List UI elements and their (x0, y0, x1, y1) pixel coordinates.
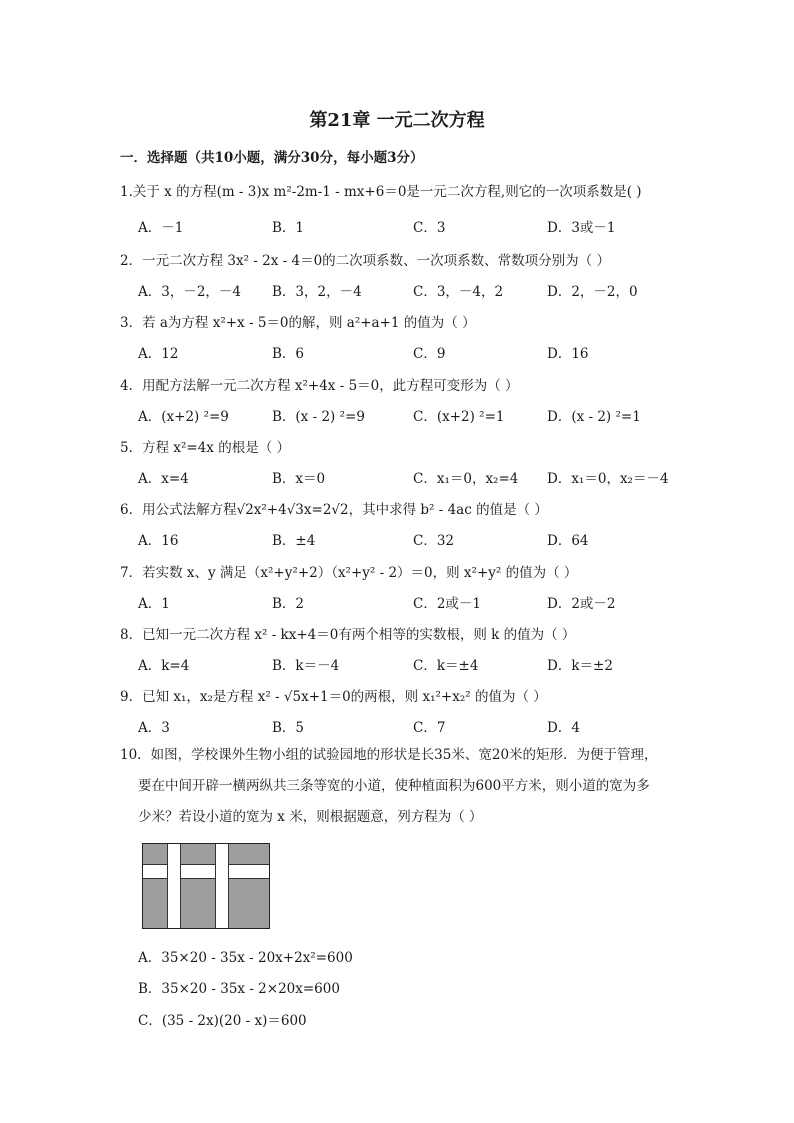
option-a[interactable]: A．－1 (138, 220, 184, 236)
question-4: 4．用配方法解一元二次方程 x²+4x - 5＝0，此方程可变形为（ ） (120, 378, 519, 394)
question-10-option-b[interactable]: B．35×20 - 35x - 2×20x=600 (138, 981, 340, 997)
option-c[interactable]: C．(x+2) ²=1 (413, 409, 505, 425)
question-9: 9．已知 x₁，x₂是方程 x² - √5x+1＝0的两根，则 x₁²+x₂² 的值为（ ） (120, 689, 547, 705)
question-2: 2．一元二次方程 3x² - 2x - 4＝0的二次项系数、一次项系数、常数项分别为（ ） (120, 253, 610, 269)
option-c[interactable]: C．x₁＝0，x₂=4 (413, 471, 519, 487)
vertical-path-left (167, 844, 181, 928)
question-1: 1.关于 x 的方程(m - 3)x m²-2m-1 - mx+6＝0是一元二次方程,则它的一次项系数是( ) (120, 184, 642, 200)
question-4-options (138, 405, 698, 425)
question-2-options (138, 280, 698, 300)
option-b[interactable]: B．1 (272, 220, 305, 236)
question-8: 8．已知一元二次方程 x² - kx+4＝0有两个相等的实数根，则 k 的值为（ ） (120, 627, 576, 643)
section-heading: 一．选择题（共10小题，满分30分，每小题3分） (120, 150, 424, 166)
option-d[interactable]: D．2或－2 (547, 596, 616, 612)
option-b[interactable]: B．6 (272, 346, 305, 362)
question-10 (120, 740, 690, 833)
question-9-options (138, 716, 698, 736)
option-c[interactable]: C．k＝±4 (413, 658, 479, 674)
question-3-options (138, 342, 698, 362)
option-d[interactable]: D．k＝±2 (547, 658, 613, 674)
question-6: 6．用公式法解方程√2x²+4√3x=2√2，其中求得 b² - 4ac 的值是（ ） (120, 502, 548, 518)
option-b[interactable]: B．2 (272, 596, 305, 612)
option-d[interactable]: D．(x - 2) ²=1 (547, 409, 641, 425)
question-8-options (138, 654, 698, 674)
option-b[interactable]: B．x＝0 (272, 471, 326, 487)
option-d[interactable]: D．64 (547, 533, 589, 549)
question-10-line-3: 少米？若设小道的宽为 x 米，则根据题意，列方程为（ ） (138, 809, 483, 825)
option-d[interactable]: D．x₁＝0，x₂＝－4 (547, 471, 669, 487)
question-10-line-1: 10．如图，学校课外生物小组的试验园地的形状是长35米、宽20米的矩形．为便于管理， (120, 747, 658, 763)
question-6-options (138, 529, 698, 549)
option-b[interactable]: B．(x - 2) ²=9 (272, 409, 365, 425)
option-b[interactable]: B．k＝－4 (272, 658, 340, 674)
option-d[interactable]: D．2，－2，0 (547, 284, 638, 300)
option-a[interactable]: A．k=4 (138, 658, 190, 674)
option-b[interactable]: B．3，2，－4 (272, 284, 362, 300)
question-3: 3．若 a为方程 x²+x - 5＝0的解，则 a²+a+1 的值为（ ） (120, 315, 476, 331)
option-d[interactable]: D．3或－1 (547, 220, 616, 236)
option-c[interactable]: C．2或－1 (413, 596, 482, 612)
horizontal-path (143, 864, 269, 879)
page-title: 第21章 一元二次方程 (309, 110, 485, 131)
option-a[interactable]: A．3，－2，－4 (138, 284, 242, 300)
option-a[interactable]: A．(x+2) ²=9 (138, 409, 229, 425)
option-d[interactable]: D．4 (547, 720, 580, 736)
question-10-line-2: 要在中间开辟一横两纵共三条等宽的小道，使种植面积为600平方米，则小道的宽为多 (138, 778, 650, 794)
question-5: 5．方程 x²=4x 的根是（ ） (120, 440, 291, 456)
option-a[interactable]: A．x=4 (138, 471, 189, 487)
question-10-option-c[interactable]: C．(35 - 2x)(20 - x)＝600 (138, 1013, 307, 1029)
option-a[interactable]: A．16 (138, 533, 179, 549)
vertical-path-right (215, 844, 229, 928)
option-d[interactable]: D．16 (547, 346, 589, 362)
option-c[interactable]: C．9 (413, 346, 446, 362)
option-b[interactable]: B．5 (272, 720, 305, 736)
option-c[interactable]: C．3，－4，2 (413, 284, 504, 300)
option-c[interactable]: C．7 (413, 720, 446, 736)
question-7-options (138, 592, 698, 612)
question-1-options (138, 216, 698, 236)
option-a[interactable]: A．1 (138, 596, 170, 612)
question-7: 7．若实数 x、y 满足（x²+y²+2）（x²+y² - 2）＝0，则 x²+y² 的值为（ ） (120, 565, 578, 581)
option-c[interactable]: C．32 (413, 533, 455, 549)
option-a[interactable]: A．3 (138, 720, 170, 736)
option-c[interactable]: C．3 (413, 220, 446, 236)
option-a[interactable]: A．12 (138, 346, 179, 362)
option-b[interactable]: B．±4 (272, 533, 316, 549)
question-10-option-a[interactable]: A．35×20 - 35x - 20x+2x²=600 (138, 950, 353, 966)
garden-figure (142, 843, 270, 929)
question-5-options (138, 467, 698, 487)
